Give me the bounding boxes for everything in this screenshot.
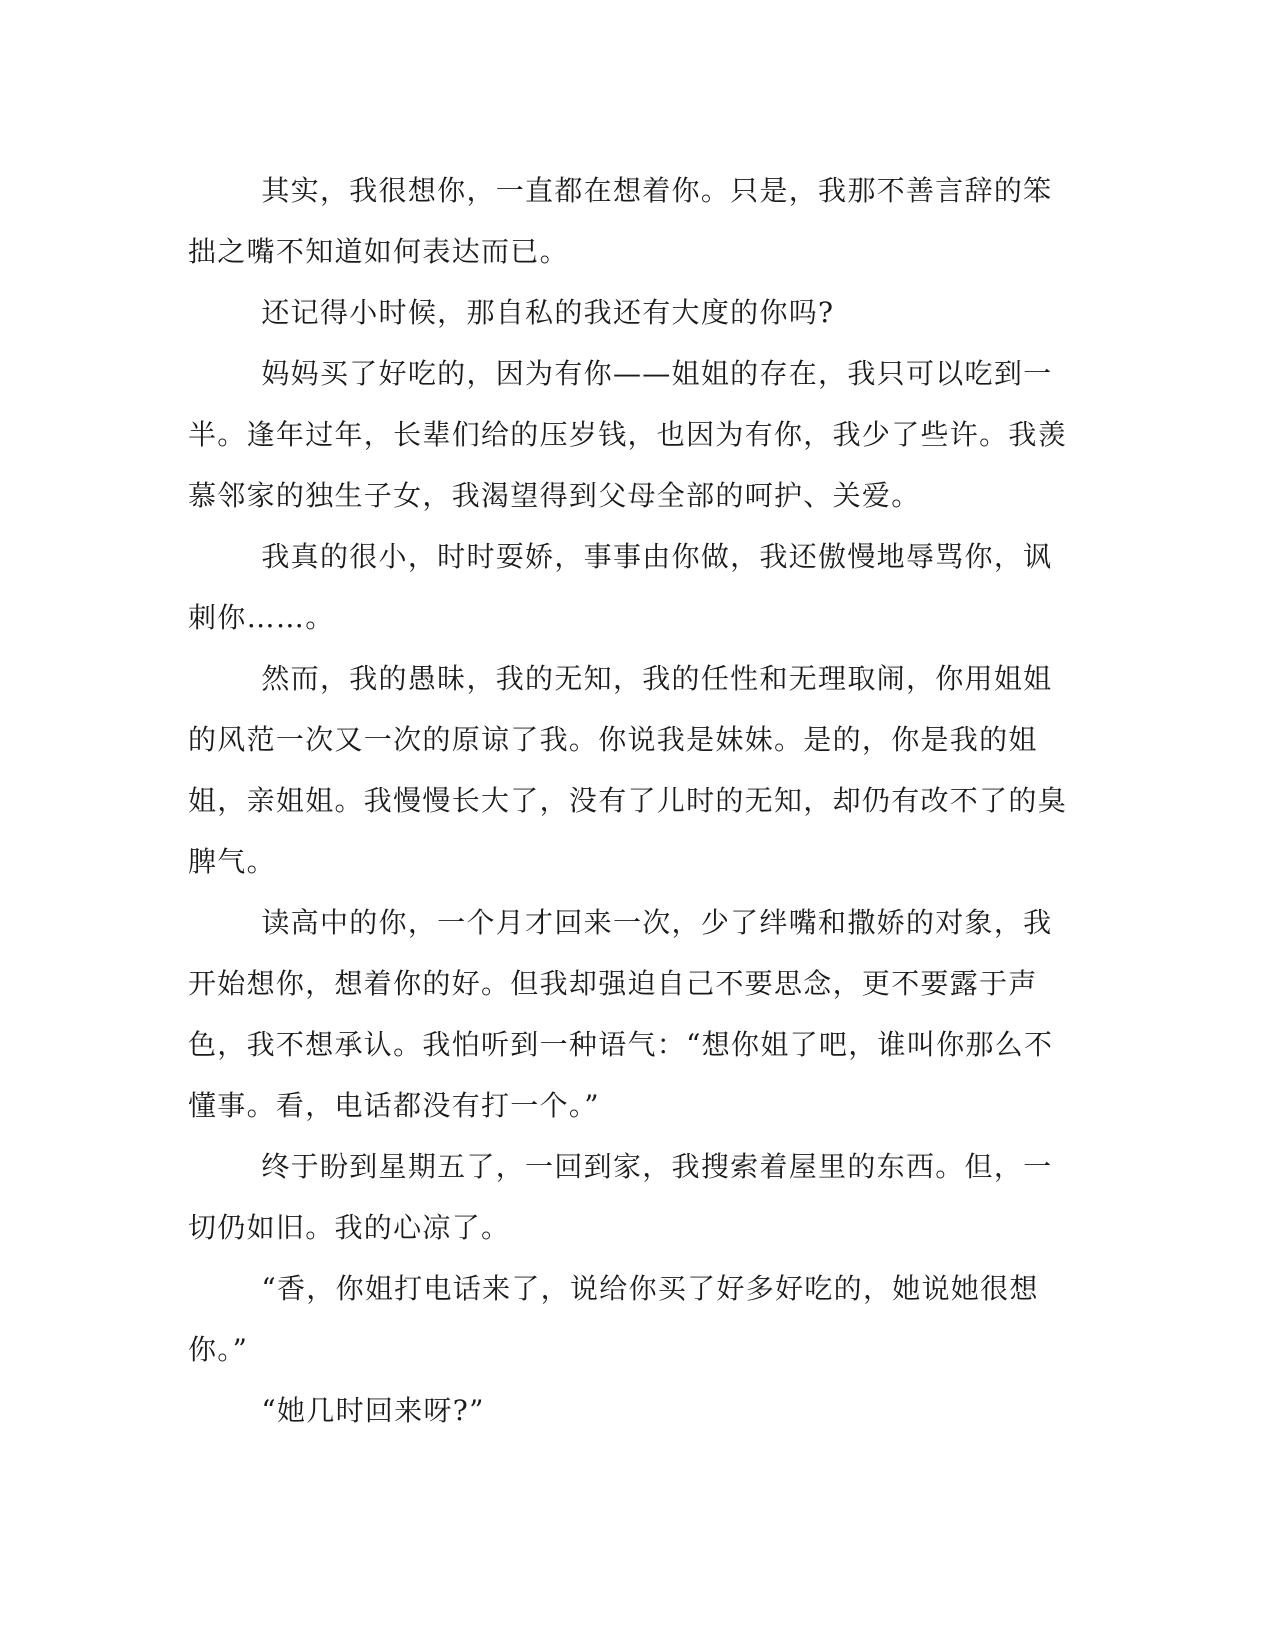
paragraph: “她几时回来呀?” (261, 1394, 485, 1427)
paragraph: 我真的很小，时时耍娇，事事由你做，我还傲慢地辱骂你，讽刺你……。 (188, 540, 1053, 634)
paragraph: 妈妈买了好吃的，因为有你——姐姐的存在，我只可以吃到一半。逢年过年，长辈们给的压岁钱，也因为有你，我少了些许。我羡慕邻家的独生子女，我渴望得到父母全部的呵护、关爱。 (188, 357, 1068, 512)
paragraph: 然而，我的愚昧，我的无知，我的任性和无理取闹，你用姐姐的风范一次又一次的原谅了我。你说我是妹妹。是的，你是我的姐姐，亲姐姐。我慢慢长大了，没有了儿时的无知，却仍有改不了的臭脾气。 (188, 662, 1068, 878)
paragraph: “香，你姐打电话来了，说给你买了好多好吃的，她说她很想你。” (188, 1272, 1039, 1366)
paragraph: 终于盼到星期五了，一回到家，我搜索着屋里的东西。但，一切仍如旧。我的心凉了。 (188, 1150, 1053, 1244)
paragraph: 还记得小时候，那自私的我还有大度的你吗? (261, 296, 835, 329)
paragraph: 其实，我很想你，一直都在想着你。只是，我那不善言辞的笨拙之嘴不知道如何表达而已。 (188, 174, 1053, 268)
document-body (188, 160, 1076, 1441)
paragraph: 读高中的你，一个月才回来一次，少了绊嘴和撒娇的对象，我开始想你，想着你的好。但我却强迫自己不要思念，更不要露于声色，我不想承认。我怕听到一种语气：“想你姐了吧，谁叫你那么不懂事。看，电话都没有打一个。” (188, 906, 1054, 1122)
